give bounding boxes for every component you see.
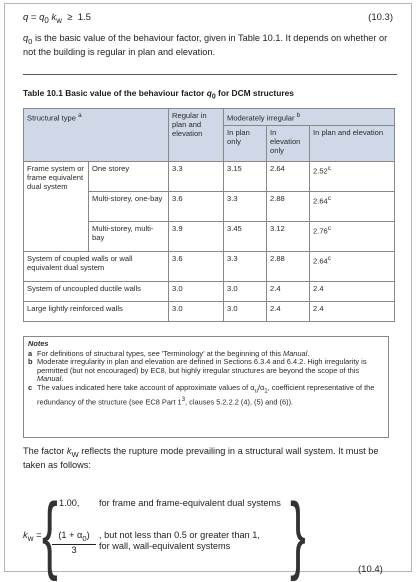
equation-number-10-3: (10.3) <box>368 12 393 23</box>
table-row <box>24 251 395 281</box>
header-in-plan-elevation: In plan and elevation <box>310 125 395 161</box>
row-type: Large lightly reinforced walls <box>24 301 169 321</box>
right-brace: } <box>290 486 306 582</box>
table-row <box>24 161 395 191</box>
equation-10-4-lhs <box>23 530 42 543</box>
note-a-key: a <box>28 348 33 358</box>
header-in-plan: In plan only <box>224 125 267 161</box>
cell-plan: 3.0 <box>224 281 267 301</box>
equation-case-1 <box>59 498 281 508</box>
header-moderately-irregular: Moderately irregular $^b$ <box>224 109 395 126</box>
cell-elev: 2.64 <box>267 161 310 191</box>
eq-q0-sub: 0 <box>44 15 49 25</box>
cell-both: 2.64$^c$ <box>310 191 395 221</box>
cell-regular: 3.6 <box>169 251 224 281</box>
note-c-key: c <box>28 382 33 392</box>
header-in-elevation: In elevation only <box>267 125 310 161</box>
eq-kw-sub: w <box>56 15 62 25</box>
table-row <box>24 281 395 301</box>
equation-10-3 <box>23 12 393 25</box>
behaviour-factor-table <box>23 108 395 322</box>
row-subtype: One storey <box>89 161 169 191</box>
note-b <box>28 358 384 384</box>
document-page <box>4 3 412 582</box>
para2-text1: The factor <box>23 446 67 456</box>
cell-both: 2.52$^c$ <box>310 161 395 191</box>
row-type: System of uncoupled ductile walls <box>24 281 169 301</box>
cell-plan: 3.3 <box>224 251 267 281</box>
row-type: System of coupled walls or wall equivalent dual system <box>24 251 169 281</box>
cell-plan: 3.45 <box>224 221 267 251</box>
case2-text: , but not less than 0.5 or greater than 1, for wall, wall-equivalent systems <box>99 530 260 551</box>
para1-text: is the basic value of the behaviour factor, given in Table 10.1. It depends on whether or not the building is regular in plan and elevation. <box>23 33 388 58</box>
cell-both: 2.64$^c$ <box>310 251 395 281</box>
row-subtype: Multi-storey, multi-bay <box>89 221 169 251</box>
eq2-k: k <box>23 530 28 541</box>
cell-plan: 3.0 <box>224 301 267 321</box>
left-brace: { <box>42 486 58 582</box>
row-subtype: Multi-storey, one-bay <box>89 191 169 221</box>
cell-elev: 3.12 <box>267 221 310 251</box>
eq-q0: q <box>39 12 45 23</box>
cell-elev: 2.4 <box>267 281 310 301</box>
caption-q: q <box>206 88 212 98</box>
eq2-k-sub: w <box>27 533 34 543</box>
cell-elev: 2.4 <box>267 301 310 321</box>
cell-both: 2.4 <box>310 281 395 301</box>
para2-k-sub: W <box>71 449 79 459</box>
caption-suffix: for DCM structures <box>215 88 294 98</box>
eq-kw: k <box>48 12 57 23</box>
note-c <box>28 384 384 407</box>
caption-q-sub: 0 <box>211 93 216 101</box>
note-b-text: Moderate irregularity in plan and elevation are defined in Sections 6.3.4 and 6.4.2. High irregularity is permitted (but not encouraged) by EC8, but highly irregular structures are beyond the scope of this Manual. <box>37 357 367 384</box>
header-structural-type: Structural type $^a$ <box>24 109 169 162</box>
case1-text: for frame and frame-equivalent dual systems <box>99 498 281 508</box>
eq2-equals: = <box>33 530 42 541</box>
cell-both: 2.76$^c$ <box>310 221 395 251</box>
case2-fraction <box>52 530 96 555</box>
cell-plan: 3.15 <box>224 161 267 191</box>
cell-regular: 3.0 <box>169 301 224 321</box>
cell-both: 2.4 <box>310 301 395 321</box>
note-b-key: b <box>28 357 33 367</box>
case2-numerator: $(1 + \alpha_0)$ <box>52 530 96 545</box>
table-row <box>24 301 395 321</box>
case1-value: 1.00, <box>59 498 80 508</box>
equation-number-10-4: (10.4) <box>358 564 383 575</box>
cell-elev: 2.88 <box>267 251 310 281</box>
cell-regular: 3.0 <box>169 281 224 301</box>
eq-equals: = <box>28 12 40 23</box>
para1-q-sub: 0 <box>28 36 33 46</box>
caption-prefix: Table 10.1 Basic value of the behaviour factor <box>23 88 207 98</box>
cell-plan: 3.3 <box>224 191 267 221</box>
eq-q: q <box>23 12 29 23</box>
paragraph-q0-definition <box>23 33 393 59</box>
table-notes <box>23 336 389 438</box>
eq-geq: ≥ 1.5 <box>61 12 91 23</box>
horizontal-rule <box>23 74 397 75</box>
para2-text2: reflects the rupture mode prevailing in a structural wall system. It must be taken as follows: <box>23 446 379 471</box>
cell-regular: 3.9 <box>169 221 224 251</box>
notes-title: Notes <box>28 339 49 348</box>
cell-regular: 3.6 <box>169 191 224 221</box>
note-a-text: For definitions of structural types, see 'Terminology' at the beginning of this Manual. <box>37 348 310 358</box>
table-header-row <box>24 109 395 126</box>
header-regular: Regular in plan and elevation <box>169 109 224 162</box>
cell-elev: 2.88 <box>267 191 310 221</box>
table-caption <box>23 88 294 101</box>
cell-regular: 3.3 <box>169 161 224 191</box>
para1-q: q <box>23 33 29 43</box>
para2-k: k <box>66 446 72 456</box>
frame-group-label: Frame system or frame equivalent dual system <box>24 161 89 251</box>
case2-denominator: 3 <box>71 544 77 555</box>
paragraph-kw-definition <box>23 446 395 472</box>
note-c-text: The values indicated here take account of approximate values of $\alpha_u/\alpha_1$, coefficient representative of the redundancy of the structure (see EC8 Part $1^3$, clauses 5.2.2.2 (4), (5) and (6)). <box>37 382 375 407</box>
